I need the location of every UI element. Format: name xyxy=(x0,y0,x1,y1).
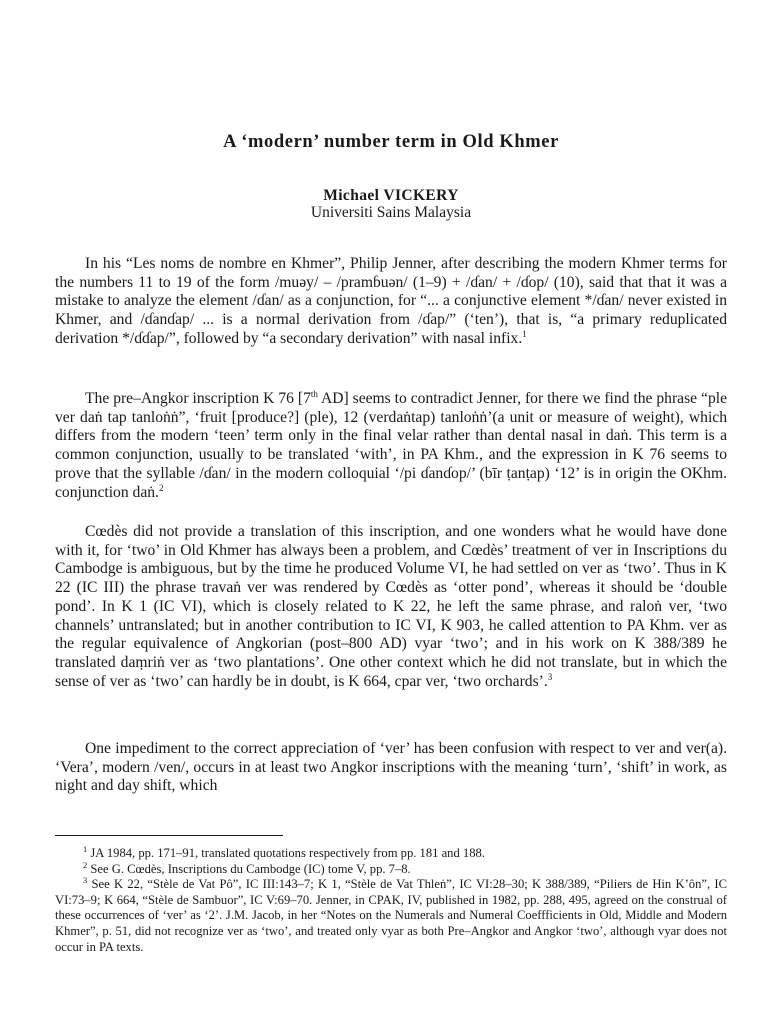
footnote-1-text: JA 1984, pp. 171–91, translated quotations respectively from pp. 181 and 188. xyxy=(90,846,485,860)
paragraph-4 xyxy=(55,740,727,796)
paragraph-2-text: The pre–Angkor inscription K 76 [7th AD] seems to contradict Jenner, for there we find the phrase “ple ver daṅ tap tanloṅṅ”, ‘fruit [produce?] (ple), 12 (verdaṅtap) tanloṅṅ’(a unit or measure of weight), which differs from the modern ‘teen’ term only in the final velar rather than dental nasal in daṅ. This term is a common conjunction, usually to be translated ‘with’, in PA Khm., and the expression in K 76 seems to prove that the syllable /ɗan/ in the modern colloquial ‘/pi ɗanɗop/’ (bīr ṭanṭap) ‘12’ is in origin the OKhm. conjunction daṅ. xyxy=(55,388,728,501)
footnotes xyxy=(55,843,727,955)
footnote-number-2: 2 xyxy=(83,859,88,870)
footnote-ref-1: 1 xyxy=(522,328,527,339)
footnote-divider xyxy=(55,835,283,836)
footnote-2-text: See G. Cœdès, Inscriptions du Cambodge (IC) tome V, pp. 7–8. xyxy=(90,861,411,876)
footnote-number-1: 1 xyxy=(83,843,88,854)
footnote-3 xyxy=(55,877,727,955)
author-name: Michael VICKERY xyxy=(323,187,459,204)
paragraph-1-text: In his “Les noms de nombre en Khmer”, Philip Jenner, after describing the modern Khmer terms for the numbers 11 to 19 of the form /muəy/ – /pramɓuən/ (1–9) + /ɗan/ + /ɗop/ (10), said that that it was a mistake to analyze the element /ɗan/ as a conjunction, for “... a conjunctive element */ɗan/ never existed in Khmer, and /ɗanɗap/ ... is a normal derivation from /ɗap/” (‘ten’), that is, “a primary reduplicated derivation */ɗɗap/”, followed by “a secondary derivation” with nasal infix. xyxy=(55,255,727,347)
paragraph-3-text: Cœdès did not provide a translation of this inscription, and one wonders what he would have done with it, for ‘two’ in Old Khmer has always been a problem, and Cœdès’ treatment of ver in Inscriptions du Cambodge is ambiguous, but by the time he produced Volume VI, he had settled on ver as ‘two’. Thus in K 22 (IC III) the phrase travaṅ ver was rendered by Cœdès as ‘otter pond’, whereas it should be ‘double pond’. In K 1 (IC VI), which is closely related to K 22, he left the same phrase, and raloṅ ver, ‘two channels’ untranslated; but in another contribution to IC VI, K 903, he called attention to PA Khm. ver as the regular equivalence of Angkorian (post–800 AD) vyar ‘two’; and in his work on K 388/389 he translated daṃriṅ ver as ‘two plantations’. One other context which he did not translate, but in which the sense of ver as ‘two’ can hardly be in doubt, is K 664, cpar ver, ‘two orchards’. xyxy=(55,523,727,690)
footnote-3-text: See K 22, “Stèle de Vat Pô”, IC III:143–7; K 1, “Stèle de Vat Thleṅ”, IC VI:28–30; K 388/389, “Piliers de Hin K’ôn”, IC VI:73–9; K 664, “Stèle de Sambuor”, IC V:69–70. Jenner, in CPAK, IV, published in 1982, pp. 288, 495, agreed on the construal of these occurrences of ‘ver’ as ‘2’. J.M. Jacob, in her “Notes on the Numerals and Numeral Coeffficients in Old, Middle and Modern Khmer”, p. 51, did not recognize ver as ‘two’, and treated only vyar as both Pre–Angkor and Angkor ‘two’, although vyar does not occur in PA texts. xyxy=(55,877,727,954)
paragraph-3 xyxy=(55,523,727,691)
paragraph-2 xyxy=(55,390,727,502)
article-title: A ‘modern’ number term in Old Khmer xyxy=(223,132,559,152)
footnote-number-3: 3 xyxy=(83,875,88,885)
author-affiliation: Universiti Sains Malaysia xyxy=(310,204,472,221)
paragraph-1 xyxy=(55,255,727,349)
paragraph-4-text: One impediment to the correct appreciation of ‘ver’ has been confusion with respect to ver and ver(a). ‘Vera’, modern /ven/, occurs in at least two Angkor inscriptions with the meaning ‘turn’, ‘shift’ in work, as night and day shift, which xyxy=(55,740,727,795)
century-superscript: th xyxy=(310,388,318,399)
footnote-2 xyxy=(55,859,727,878)
footnote-1 xyxy=(55,843,727,862)
footnote-ref-3: 3 xyxy=(547,671,553,682)
footnote-ref-2: 2 xyxy=(158,482,164,493)
